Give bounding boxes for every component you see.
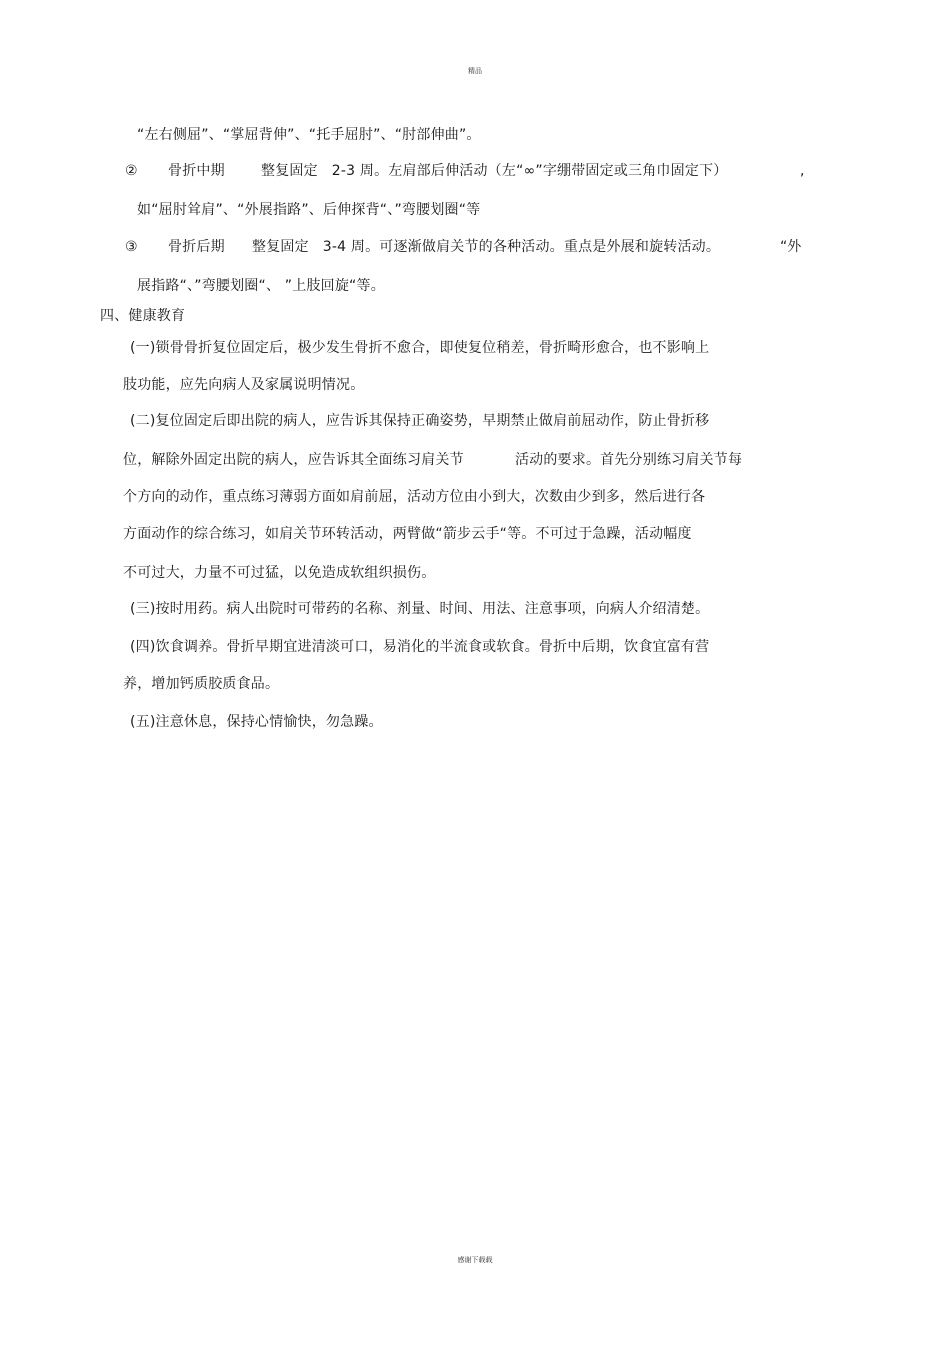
- late-stage-label: 骨折后期: [168, 239, 225, 255]
- paragraph-1-line-2: 肢功能，应先向病人及家属说明情况。: [123, 377, 365, 393]
- paragraph-1-line-1: (一)锁骨骨折复位固定后，极少发生骨折不愈合，即使复位稍差，骨折畸形愈合，也不影响上: [130, 340, 710, 356]
- mid-stage-trailing: ,: [800, 163, 805, 179]
- mid-stage-label: 骨折中期: [168, 163, 225, 179]
- paragraph-2-line-1: (二)复位固定后即出院的病人，应告诉其保持正确姿势，早期禁止做肩前屈动作，防止骨折移: [130, 413, 710, 429]
- late-stage-text: 整复固定 3-4 周。可逐渐做肩关节的各种活动。重点是外展和旋转活动。: [252, 239, 721, 255]
- late-stage-trailing: “外: [780, 239, 802, 255]
- mid-stage-continuation: 如“屈肘耸肩”、“外展指路”、后伸探背“、”弯腰划圈“等: [137, 202, 481, 218]
- late-stage-number: ③: [125, 239, 138, 255]
- paragraph-4-line-1: (四)饮食调养。骨折早期宜进清淡可口，易消化的半流食或软食。骨折中后期，饮食宜富有营: [130, 639, 710, 655]
- paragraph-2-line-3: 个方向的动作，重点练习薄弱方面如肩前屈，活动方位由小到大，次数由少到多，然后进行各: [123, 489, 706, 505]
- paragraph-3: (三)按时用药。病人出院时可带药的名称、剂量、时间、用法、注意事项，向病人介绍清楚。: [130, 601, 710, 617]
- mid-stage-text: 整复固定 2-3 周。左肩部后伸活动（左“∞”字绷带固定或三角巾固定下）: [261, 163, 728, 179]
- paragraph-2-line-5: 不可过大，力量不可过猛，以免造成软组织损伤。: [123, 565, 436, 581]
- paragraph-2-line-4: 方面动作的综合练习，如肩关节环转活动，两臂做“箭步云手“等。不可过于急躁，活动幅度: [123, 526, 692, 542]
- section-title: 四、健康教育: [100, 308, 186, 324]
- mid-stage-number: ②: [125, 163, 138, 179]
- page-header-mark: 精品: [468, 67, 482, 75]
- page-footer-mark: 感谢下载载: [457, 1256, 493, 1264]
- late-stage-continuation: 展指路“、”弯腰划圈“、 ”上肢回旋“等。: [137, 278, 385, 294]
- paragraph-5: (五)注意休息，保持心情愉快，勿急躁。: [130, 714, 383, 730]
- paragraph-4-line-2: 养，增加钙质胶质食品。: [123, 676, 280, 692]
- paragraph-2-line-2: 位，解除外固定出院的病人，应告诉其全面练习肩关节 活动的要求。首先分别练习肩关节每: [123, 452, 743, 468]
- exercise-line-1: “左右侧屈”、“掌屈背伸”、“托手屈肘”、“肘部伸曲”。: [137, 127, 481, 143]
